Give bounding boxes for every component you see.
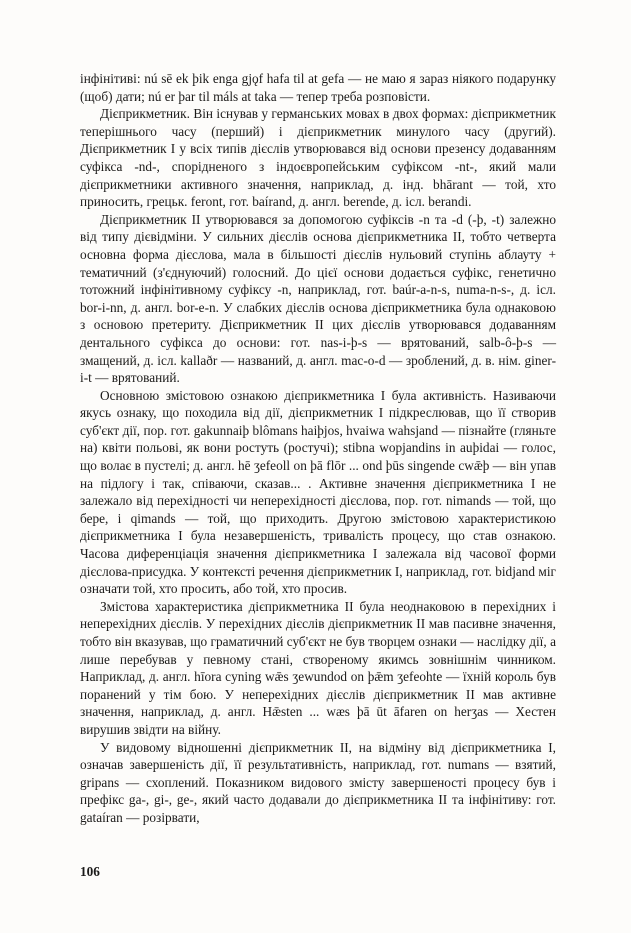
page-body <box>80 70 556 827</box>
paragraph-participle-two-formation: Дієприкметник II утворювався за допомогою суфіксів -n та -d (-þ, -t) залежно від типу дієвідміни. У сильних дієслів основа дієприкметника II, тобто четверта основна форма дієслова, мала в більшості дієслів нульовий ступінь аблауту + тематичний (з'єднуючий) голосний. До цієї основи додається суфікс, генетично тотожний інфінітивному суфіксу -n, наприклад, гот. baúr-a-n-s, numa-n-s-, д. ісл. bor-i-nn, д. англ. bor-e-n. У слабких дієслів основа дієприкметника була однаковою з основою претериту. Дієприкметник II цих дієслів утворювався додаванням дентального суфікса до основи: гот. nas-i-þ-s — врятований, salb-ô-þ-s — змащений, д. ісл. kallaðr — названий, д. англ. mac-o-d — зроблений, д. в. нім. giner-i-t — врятований. <box>80 211 556 386</box>
paragraph-infinitive-examples: інфінітиві: nú sē ek þik enga gjǫf hafa til at gefa — не маю я зараз ніякого подарунку (щоб) дати; nú er þar til máls at taka — тепер треба розповісти. <box>80 71 556 104</box>
paragraph-participle-one-meaning: Основною змістовою ознакою дієприкметника I була активність. Називаючи якусь ознаку, що походила від дії, дієприкметник I підкреслював, що її створив суб'єкт дії, пор. гот. gakunnaiþ blômans haiþjos, hvaiwa wahsjand — пізнайте (гляньте на) квіти польові, як вони ростуть (ростучі); stibna wopjandins in auþidai — голос, що волає в пустелі; д. англ. hē ʒefeoll on þā flōr ... ond þūs singende cwǣþ — він упав на підлогу і так, співаючи, сказав... . Активне значення дієприкметника I не залежало від перехідності чи неперехідності дієслова, пор. гот. nimands — той, що бере, і qimands — той, що приходить. Другою змістовою характеристикою дієприкметника I була незавершеність, тривалість процесу, що став ознакою. Часова диференціація значення дієприкметника I залежала від часової форми дієслова-присудка. У контексті речення дієприкметник I, наприклад, гот. bidjand міг означати той, хто просить, або той, хто просив. <box>80 387 556 597</box>
page-number: 106 <box>80 864 100 879</box>
paragraph-participle-two-meaning: Змістова характеристика дієприкметника II була неоднаковою в перехідних і неперехідних дієслів. У перехідних дієслів дієприкметник II мав пасивне значення, тобто він вказував, що граматичний суб'єкт не був творцем ознаки — наслідку дії, а лише перебував у певному стані, створеному якимсь зовнішнім чинником. Наприклад, д. англ. hīora cyning wǣs ʒewundod on þǣm ʒefeohte — їхній король був поранений у тім бою. У неперехідних дієслів дієприкметник II мав активне значення, наприклад, д. англ. Hǣsten ... wæs þā ūt āfaren on herʒas — Хестен вирушив звідти на війну. <box>80 598 556 737</box>
paragraph-participle-intro: Дієприкметник. Він існував у германських мовах в двох формах: дієприкметник теперішнього часу (перший) і дієприкметник минулого часу (другий). Дієприкметник I у всіх типів дієслів утворювався від основи презенсу додаванням суфікса -nd-, спорідненого з індоєвропейським суфіксом -nt-, який мали дієприкметники активного значення, наприклад, д. інд. bhārant — той, хто приносить, грецьк. feront, гот. baírand, д. англ. berende, д. ісл. berandi. <box>80 106 556 210</box>
paragraph-aspect: У видовому відношенні дієприкметник II, на відміну від дієприкметника I, означав завершеність дії, її результативність, наприклад, гот. numans — взятий, gripans — схоплений. Показником видового змісту завершеності процесу був і префікс ga-, gi-, ge-, який часто додавали до дієприкметника II та інфінітиву: гот. gataíran — розірвати, <box>80 739 556 825</box>
